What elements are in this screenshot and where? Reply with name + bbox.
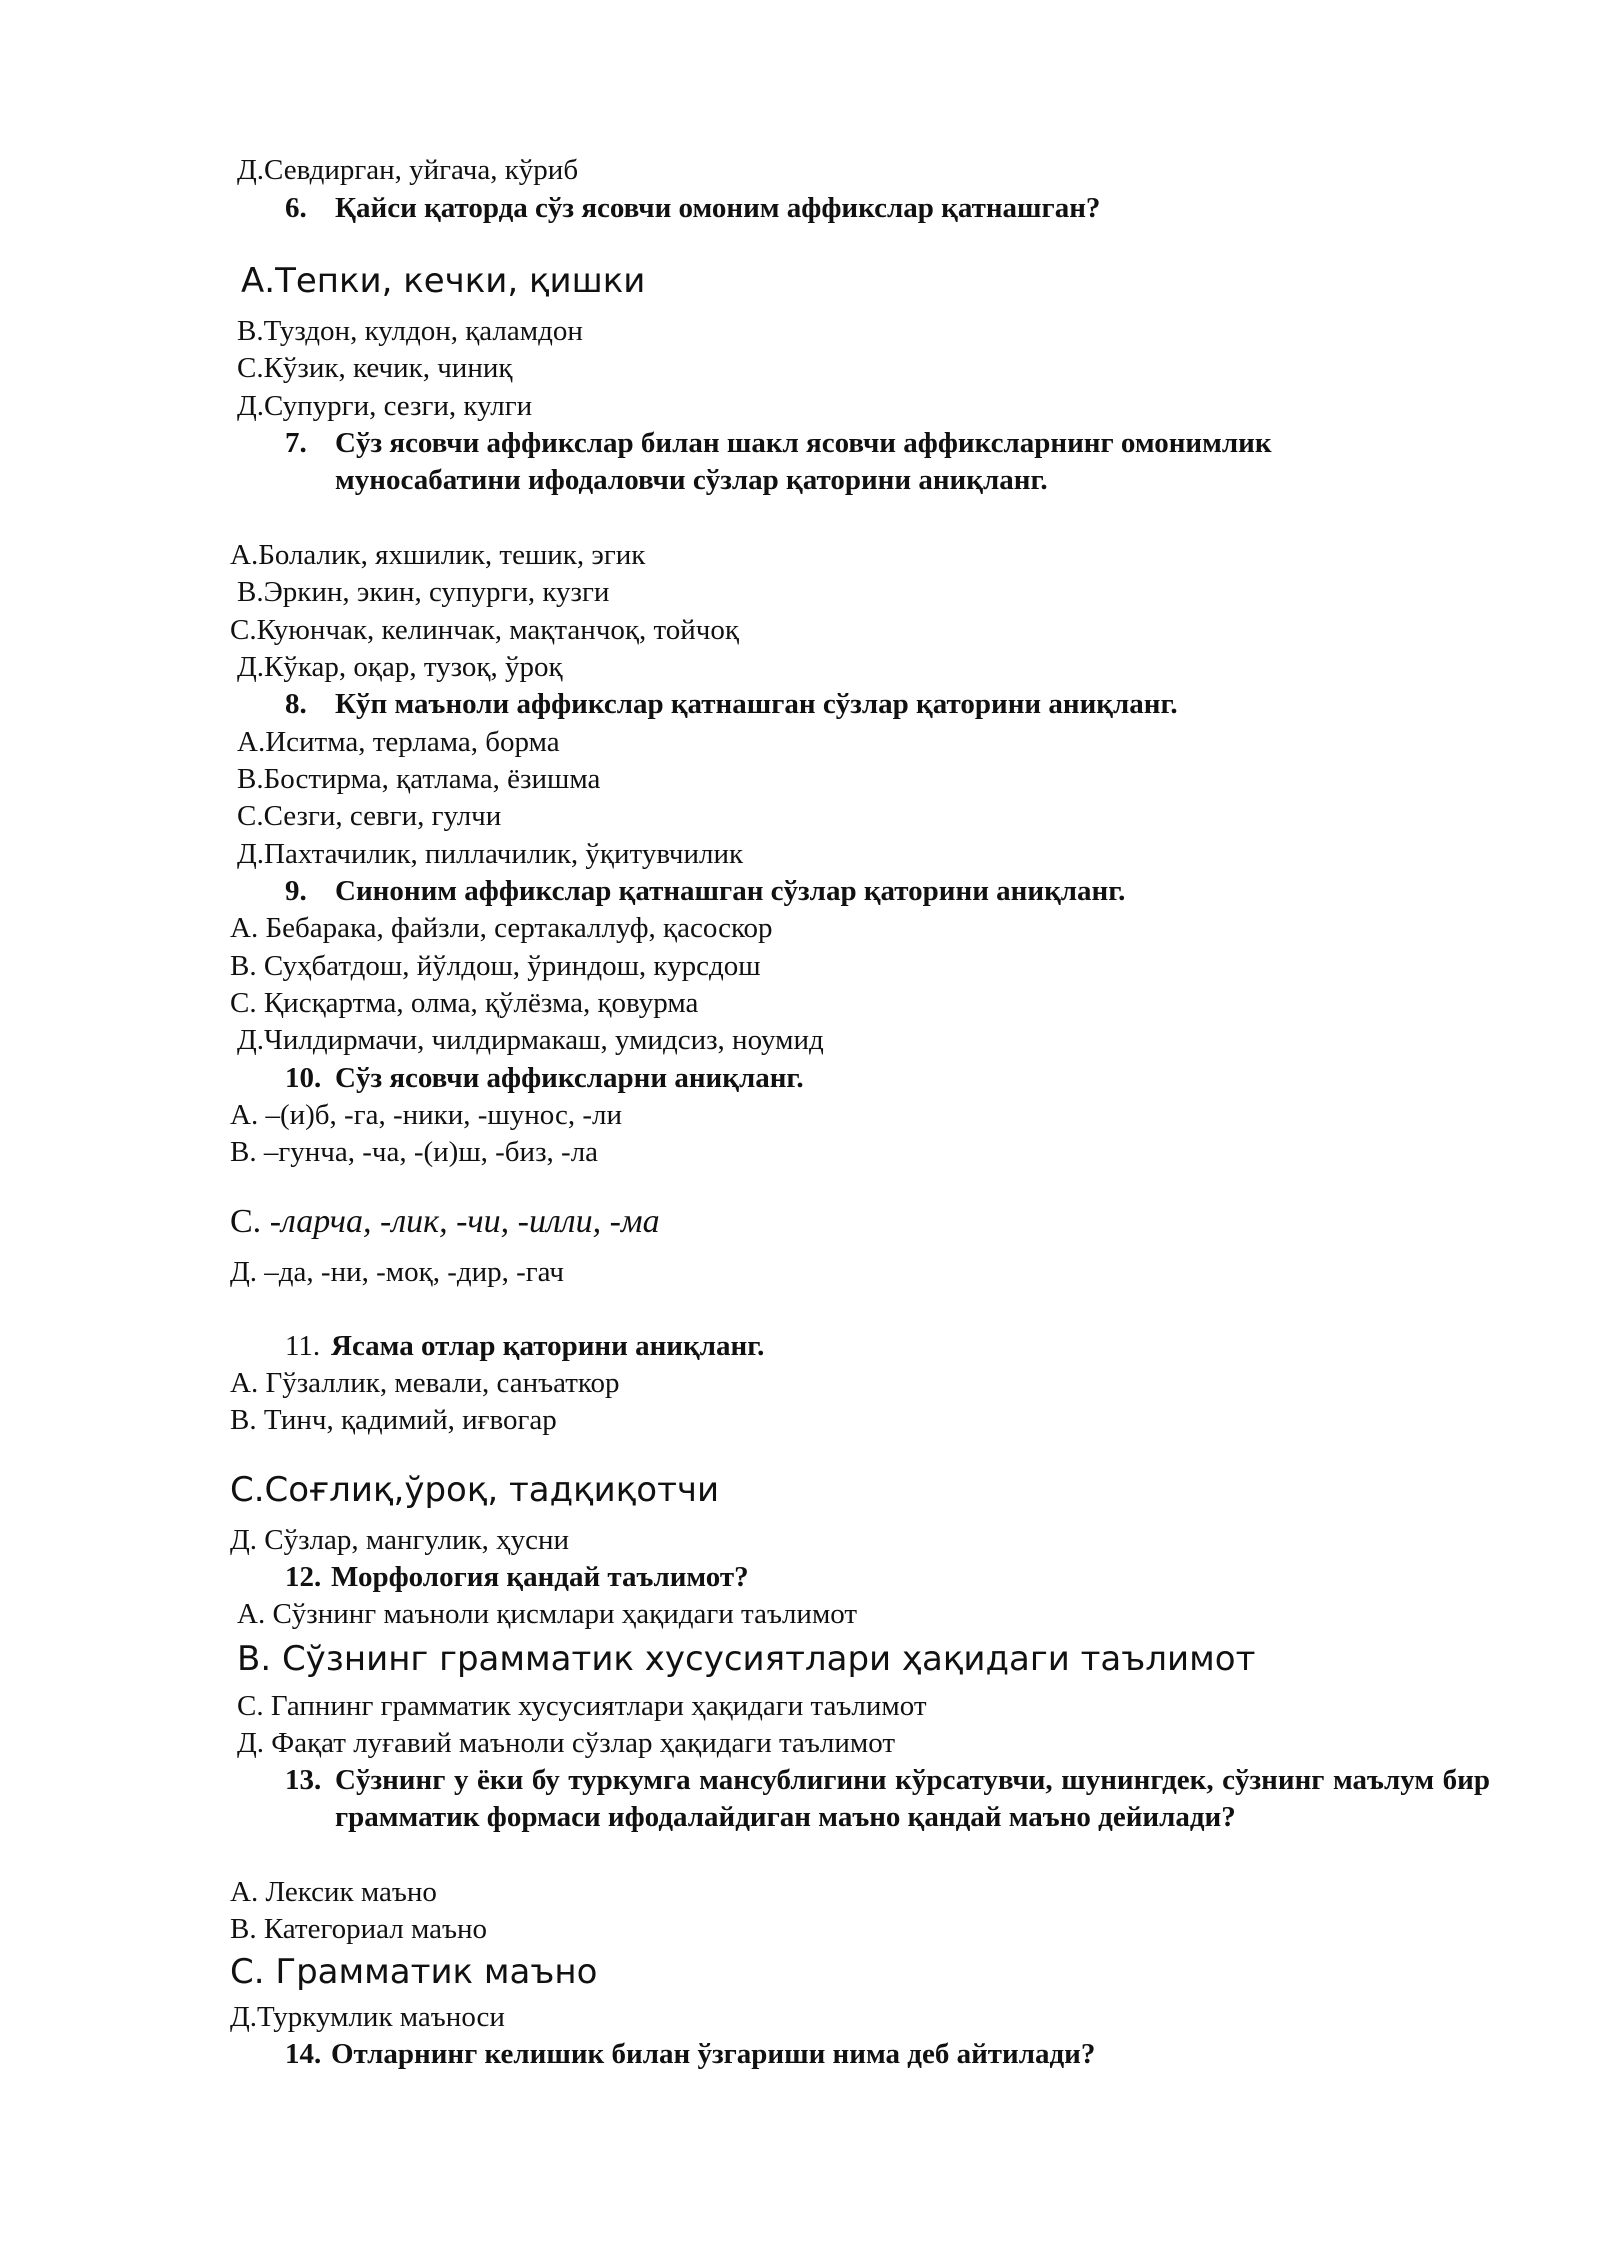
answer-option: С.Сезги, севги, гулчи bbox=[237, 800, 502, 832]
question-8 bbox=[285, 686, 1178, 722]
question-text: Синоним аффикслар қатнашган сўзлар қаторини аниқланг. bbox=[335, 875, 1126, 907]
question-number: 10. bbox=[285, 1062, 322, 1094]
answer-option: Д.Туркумлик маъноси bbox=[230, 2001, 505, 2033]
question-number: 8. bbox=[285, 688, 307, 720]
answer-option: Д. Сўзлар, мангулик, ҳусни bbox=[230, 1524, 570, 1556]
answer-option: В.Эркин, экин, супурги, кузги bbox=[237, 576, 610, 608]
answer-option: В. Тинч, қадимий, иғвогар bbox=[230, 1404, 557, 1436]
answer-option: В. Суҳбатдош, йўлдош, ўриндош, курсдош bbox=[230, 950, 761, 982]
answer-option: А. Гўзаллик, мевали, санъаткор bbox=[230, 1367, 620, 1399]
question-14 bbox=[285, 2036, 1095, 2072]
answer-option: В. Сўзнинг грамматик хусусиятлари ҳақидаги таълимот bbox=[237, 1639, 1256, 1679]
question-text: Сўз ясовчи аффиксларни аниқланг. bbox=[335, 1062, 804, 1094]
answer-option: С.Куюнчак, келинчак, мақтанчоқ, тойчоқ bbox=[230, 614, 739, 646]
question-13 bbox=[285, 1762, 1490, 1836]
answer-option: Д.Севдирган, уйгача, кўриб bbox=[237, 154, 579, 186]
answer-option: Д.Чилдирмачи, чилдирмакаш, умидсиз, ноумид bbox=[237, 1024, 824, 1056]
question-12 bbox=[285, 1559, 749, 1595]
answer-option bbox=[230, 1202, 660, 1242]
question-text: Сўз ясовчи аффикслар билан шакл ясовчи аффиксларнинг омонимлик bbox=[335, 427, 1272, 459]
answer-option: В. –гунча, -ча, -(и)ш, -биз, -ла bbox=[230, 1136, 599, 1168]
question-text: Қайси қаторда сўз ясовчи омоним аффикслар қатнашган? bbox=[335, 192, 1101, 224]
answer-option: Д.Супурги, сезги, кулги bbox=[237, 390, 533, 422]
option-text: -ларча, -лик, -чи, -илли, -ма bbox=[269, 1203, 660, 1240]
question-6 bbox=[285, 190, 1100, 226]
answer-option: С. Қисқартма, олма, қўлёзма, қовурма bbox=[230, 987, 699, 1019]
question-7 bbox=[285, 425, 1272, 461]
answer-option: В.Бостирма, қатлама, ёзишма bbox=[237, 763, 601, 795]
question-9 bbox=[285, 873, 1125, 909]
question-text: Сўзнинг у ёки бу туркумга мансублигини кўрсатувчи, шунингдек, сўзнинг маълум бир грамматик формаси ифодалайдиган маъно қандай маъно дейилади? bbox=[335, 1764, 1490, 1833]
answer-option: Д. –да, -ни, -моқ, -дир, -гач bbox=[230, 1256, 564, 1288]
answer-option: Д.Кўкар, оқар, тузоқ, ўроқ bbox=[237, 651, 563, 683]
answer-option: А. Лексик маъно bbox=[230, 1876, 437, 1908]
answer-option: С. Гапнинг грамматик хусусиятлари ҳақидаги таълимот bbox=[237, 1690, 927, 1722]
answer-option: Д.Пахтачилик, пиллачилик, ўқитувчилик bbox=[237, 838, 744, 870]
question-number: 13. bbox=[285, 1764, 322, 1796]
answer-option: Д. Фақат луғавий маъноли сўзлар ҳақидаги таълимот bbox=[237, 1727, 896, 1759]
question-number: 6. bbox=[285, 192, 307, 224]
answer-option: А.Тепки, кечки, қишки bbox=[241, 261, 646, 301]
option-prefix: С. bbox=[230, 1203, 270, 1240]
question-number: 9. bbox=[285, 875, 307, 907]
question-number: 14. bbox=[285, 2038, 322, 2070]
question-text: Ясама отлар қаторини аниқланг. bbox=[331, 1330, 765, 1362]
question-text: Кўп маъноли аффикслар қатнашган сўзлар қаторини аниқланг. bbox=[335, 688, 1178, 720]
answer-option: В. Категориал маъно bbox=[230, 1913, 488, 1945]
answer-option: С.Соғлиқ,ўроқ, тадқиқотчи bbox=[230, 1470, 720, 1510]
question-number: 7. bbox=[285, 427, 307, 459]
answer-option: А.Болалик, яхшилик, тешик, эгик bbox=[230, 539, 646, 571]
answer-option: А.Иситма, терлама, борма bbox=[237, 726, 560, 758]
answer-option: А. Сўзнинг маъноли қисмлари ҳақидаги таълимот bbox=[237, 1598, 858, 1630]
answer-option: А. Бебарака, файзли, сертакаллуф, қасоскор bbox=[230, 912, 773, 944]
question-number: 11. bbox=[285, 1330, 321, 1362]
answer-option: В.Туздон, кулдон, қаламдон bbox=[237, 315, 583, 347]
answer-option: С.Кўзик, кечик, чиниқ bbox=[237, 352, 513, 384]
question-text: Отларнинг келишик билан ўзгариши нима деб айтилади? bbox=[331, 2038, 1096, 2070]
question-text: Морфология қандай таълимот? bbox=[331, 1561, 749, 1593]
answer-option: А. –(и)б, -га, -ники, -шунос, -ли bbox=[230, 1099, 623, 1131]
question-text-continued: муносабатини ифодаловчи сўзлар қаторини аниқланг. bbox=[335, 464, 1048, 496]
question-11 bbox=[285, 1328, 764, 1364]
question-number: 12. bbox=[285, 1561, 322, 1593]
answer-option: С. Грамматик маъно bbox=[230, 1952, 598, 1992]
question-10 bbox=[285, 1060, 804, 1096]
